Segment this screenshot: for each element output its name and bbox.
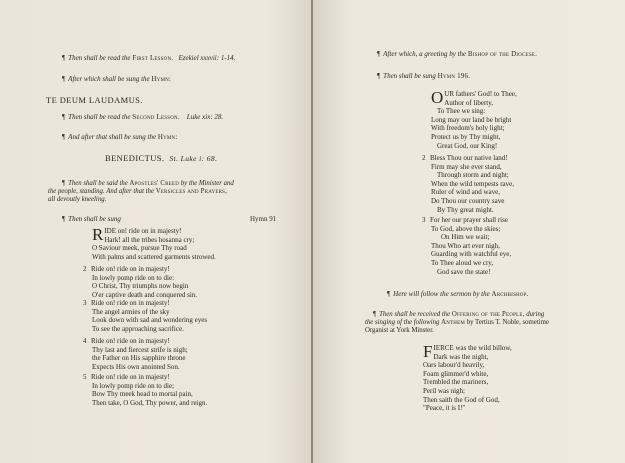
hymn-verse-5: 5 Ride on! ride on in majesty! In lowly pomp ride on to die; Bow Thy meek head to mortal pain, Then take, O God, Thy power, and reign. — [83, 373, 208, 407]
left-page — [0, 0, 311, 463]
rubric-hymn-after-second: ¶ And after that shall be sung the Hymn: — [62, 133, 178, 141]
rubric-hymn-after-lesson: ¶ After which shall be sung the Hymn: — [62, 75, 172, 83]
hymn-number-91: Hymn 91 — [250, 215, 277, 223]
rubric-first-lesson: ¶ Then shall be read the First Lesson. Ezekiel xxxvii: 1-14. — [62, 54, 236, 62]
benedictus-heading: BENEDICTUS. St. Luke i: 68. — [105, 153, 218, 163]
hymn196-verse-2: 2 Bless Thou our native land! Firm may she ever stand, Through storm and night; When the wild tempests rave, Ruler of wind and wave, Do Thou our country save By Thy great might. — [422, 154, 515, 214]
rubric-greeting: ¶ After which, a greeting by the Bishop of the Diocese. — [377, 50, 538, 58]
rubric-offering: ¶ Then shall be received the Offering of the People, during the singing of the following Anthem by Tertius T. Noble, sometime Organist at York Minster. — [365, 311, 549, 335]
rubric-sermon: ¶ Here will follow the sermon by the Archbishop. — [387, 290, 529, 298]
hymn-verse-2: 2 Ride on! ride on in majesty! In lowly pomp ride on to die: O Christ, Thy triumphs now begin O'er captive death and conquered sin. — [83, 265, 198, 299]
hymn196-verse-3: 3 For her our prayer shall rise To God, above the skies; On Him we wait; Thou Who art ever nigh, Guarding with watchful eye, To Thee aloud we cry, God save the state! — [422, 216, 512, 276]
te-deum-heading: TE DEUM LAUDAMUS. — [46, 95, 143, 105]
rubric-then-sung: ¶ Then shall be sung — [62, 215, 121, 223]
anthem-text: FIERCE was the wild billow, Dark was the night, Oars labour'd heavily, Foam glimmer'd white, Trembled the mariners, Peril was nigh; Then saith the God of God, "Peace, it is I!" — [423, 342, 512, 413]
hymn-verse-3: 3 Ride on! ride on in majesty! The angel armies of the sky Look down with sad and wondering eyes To see the approaching sacrifice. — [83, 299, 208, 333]
hymn-verse-1: RIDE on! ride on in majesty! Hark! all the tribes hosanna cry; O Saviour meek, pursue Thy road With palms and scattered garments strowed. — [92, 225, 216, 261]
rubric-hymn-196: ¶ Then shall be sung Hymn 196. — [377, 72, 471, 80]
rubric-second-lesson: ¶ Then shall be read the Second Lesson. Luke xix: 28. — [62, 113, 224, 121]
hymn-verse-4: 4 Ride on! ride on in majesty! Thy last and fiercest strife is nigh; the Father on His sapphire throne Expects His own anointed Son. — [83, 337, 188, 371]
right-page — [313, 0, 625, 463]
rubric-creed: ¶ Then shall be said the Apostles' Creed by the Minister and the people, standing. And after that the Versicles and Prayers, all devoutly kneeling. — [48, 180, 234, 204]
hymn196-verse-1: OUR fathers' God! to Thee, Author of liberty, To Thee we sing: Long may our land be bright With freedom's holy light; Protect us by Thy might, Great God, our King! — [431, 88, 517, 150]
